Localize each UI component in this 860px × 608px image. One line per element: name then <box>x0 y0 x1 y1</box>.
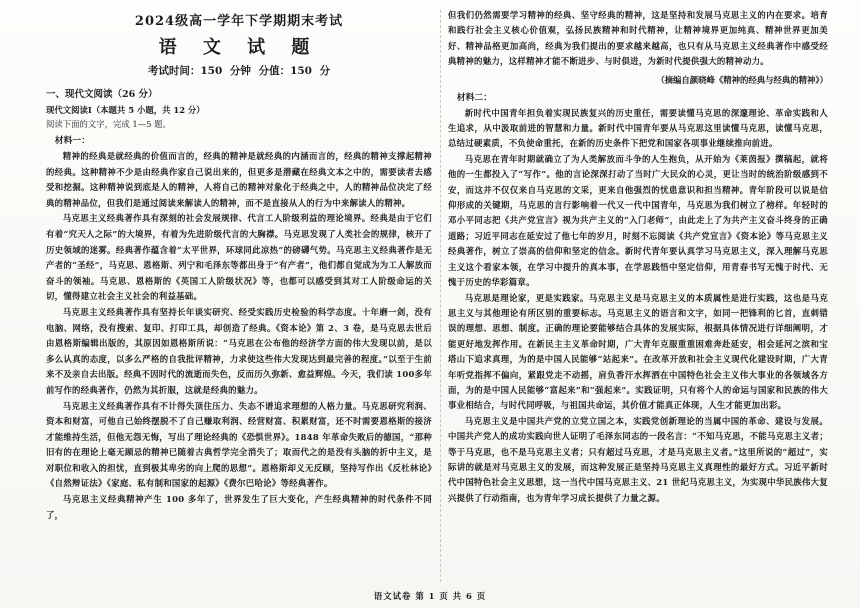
material2-paragraph-4: 马克思主义是中国共产党的立党立国之本，实践党创新理论的当属中国的革命、建设与发展。中国共产党人的成功实践向世人证明了毛泽东同志的一段名言：“不知马克思，不能马克思主义者；等于马克思，也不是马克思主义者；只有超过马克思，才是马克思主义者。”这里所说的“超过”，实际讲的就是对马克思主义的发展，而这种发展正是坚持马克思主义真理性的最好方式。习近平新时代中国特色社会主义思想，这一当代中国马克思主义、21 世纪马克思主义，为实现中华民族伟大复兴提供了行动指南，也为青年学习成长提供了力量之源。 <box>448 415 828 503</box>
right-column <box>448 8 828 584</box>
material2-paragraph-3: 马克思是理论家，更是实践家。马克思主义是马克思主义的本质属性是进行实践，这也是马克思主义与其他理论有所区别的重要标志。马克思主义的语言和文字，如同一把锋利的匕首，直刺错误的理想、思想、制度。正确的理论要能够结合具体的发展实际，根据具体情况进行详细阐明，才能更好地发挥作用。在新民主主义革命时期，广大青年克服重重困难奔赴延安，相会延河之滨和宝塔山下追求真理，为的是中国人民能够“站起来”。在改革开放和社会主义现代化建设时期，广大青年听党指挥不偏向，紧跟党走不动摇，肩负香汗水挥洒在中国特色社会主义伟大事业的各领域各方面，为的是中国人民能够“富起来”和“强起来”。实践证明，只有将个人的命运与国家和民族的伟大事业相结合，与时代同呼吸，与祖国共命运，其价值才能真正体现，人生才能更加出彩。 <box>448 292 828 411</box>
exam-info: 考试时间：150 分钟 分值：150 分 <box>147 65 331 77</box>
material2-paragraph-2: 马克思在青年时期就确立了为人类解放而斗争的人生抱负，从开始为《莱茵报》撰稿起，就将他的一生都投入了“写作”。他的言论深深打动了当时广大民众的心灵，更让当时的统治阶级感到不安，而这并不仅仅来自马克思的文采，更来自他强烈的忧患意识和担当精神。青年阶段可以说是信仰形成的关键期，马克思的言行影响着一代又一代中国青年，马克思为我们树立了榜样。年轻时的邓小平同志把《共产党宣言》视为共产主义的“入门老师”，由此走上了为共产主义奋斗终身的正确道路；习近平同志在延安过了他七年的岁月，时刻不忘阅读《共产党宣言》《资本论》等马克思主义经典著作，树立了崇高的信仰和坚定的信念。新时代青年要认真学习马克思主义，深入理解马克思主义这个看家本领，在学习中提升的真本事，在学思践悟中坚定信仰，用青春书写无愧于时代、无愧于历史的华彩篇章。 <box>448 153 828 288</box>
material1-source: （摘编自颜晓峰《精神的经典与经典的精神》） <box>656 74 828 85</box>
column-divider <box>440 10 441 582</box>
left-column <box>46 8 432 584</box>
material2-paragraph-1: 新时代中国青年担负着实现民族复兴的历史重任，需要读懂马克思的深邃理论、革命实践和人生追求，从中汲取前进的智慧和力量。新时代中国青年要从马克思这里读懂马克思，读懂马克思，总结过硬素质，不负使命重托，在新的历史条件下把党和国家各项事业继续推向前进。 <box>448 107 828 149</box>
material1-paragraph-4: 马克思主义经典著作具有不计得失顶住压力、失态不谱追求理想的人格力量。马克思研究利润、资本和财富，可他自己始终摆脱不了自己赚取利润、经营财富、积累财富，还不时需要恩格斯的接济才能维持生活，但他无怨无悔，写出了理论经典的《恐惧世界》。1848 年革命失败后的德国，“那种旧有的在理论上毫无顾忌的精神已随着古典哲学完全消失了；取而代之的是没有头脑的折中主义，是对职位和收入的担忧，直到极其卑劣的向上爬的思想”。恩格斯却义无反顾，坚持写作出《反杜林论》《自然辩证法》《家庭、私有制和国家的起源》《费尔巴哈论》等经典著作。 <box>46 400 432 489</box>
material1-paragraph-1: 精神的经典是就经典的价值而言的，经典的精神是就经典的内涵而言的，经典的精神支撑起精神的经典。这种精神不少是由经典作家自己说出来的，但更多是潜藏在经典文本之中的，需要读者去感受和挖掘。这种精神说到底是人的精神，人将自己的精神对象化于经典之中，人的精神品位决定了经典的精神品位，但我们是通过阅读来解读人的精神，而不是直接从人的行为中来解读人的精神。 <box>46 151 432 208</box>
section-title: 一、现代文阅读（26 分） <box>46 89 158 100</box>
exam-title: 2024级高一学年下学期期末考试 <box>134 14 344 29</box>
reading-instruction: 阅读下面的文字，完成 1—5 题。 <box>46 119 171 129</box>
subject-title: 语 文 试 题 <box>158 37 320 58</box>
material1-paragraph-3: 马克思主义经典著作具有坚持长年谈实研究、经受实践历史检验的科学态度。十年磨一剑，没有电脑、网络，没有搜索、复印、打印工具，却创造了经典。《资本论》第 2、3 卷，是马克思去世后由恩格斯编辑出版的，其原因如恩格斯所说：“马克思在公布他的经济学方面的伟大发现以前，是以多么认真的态度，以多么严格的自我批评精神，力求使这些伟大发现达到最完善的程度。”以至于生前来不及亲自去出版。经典不因时代的流逝而失色，反而历久弥新、愈益辉煌。今天，我们读 100多年前写作的经典著作，仍然为其折服，这就是经典的魅力。 <box>46 306 432 395</box>
reading-subtitle: 现代文阅读Ⅰ（本题共 5 小题，共 12 分） <box>46 105 205 115</box>
page-footer: 语文试卷 第 1 页 共 6 页 <box>373 591 487 601</box>
material1-continuation: 但我们仍然需要学习精神的经典、坚守经典的精神，这是坚持和发展马克思主义的内在要求。培育和践行社会主义核心价值观，弘扬民族精神和时代精神，让精神境界更加纯真、精神世界更加美好、精神品格更加高尚，经典为我们提出的要求越来越高，也只有从马克思主义经典著作中感受经典精神的魅力，这样精神才能不断进步、与时俱进，为新时代提供强大的精神动力。 <box>448 10 828 67</box>
material1-label: 材料一： <box>54 136 90 146</box>
material1-paragraph-2: 马克思主义经典著作具有深刻的社会发展规律、代言工人阶级利益的理论境界。经典是由于它们有着“究天人之际”的大境界，有着为先进阶级代言的大胸襟。马克思发现了人类社会的规律，核开了历史领域的迷雾。经典著作蕴含着“太平世界，环球同此凉热”的磅礴气势。马克思主义经典著作是无产者的“圣经”，马克思、恩格斯、列宁和毛泽东等都出身于“有产者”，他们都自觉成为为工人解放而奋斗的领袖。马克思、恩格斯的《英国工人阶级状况》等，也都可以感受到其对工人阶级命运的关切，懂得建立社会主义社会的利益基础。 <box>46 213 432 302</box>
material1-paragraph-5: 马克思主义经典精神产生 100 多年了，世界发生了巨大变化，产生经典精神的时代条件不同了， <box>46 494 432 520</box>
material2-label: 材料二： <box>456 92 492 103</box>
